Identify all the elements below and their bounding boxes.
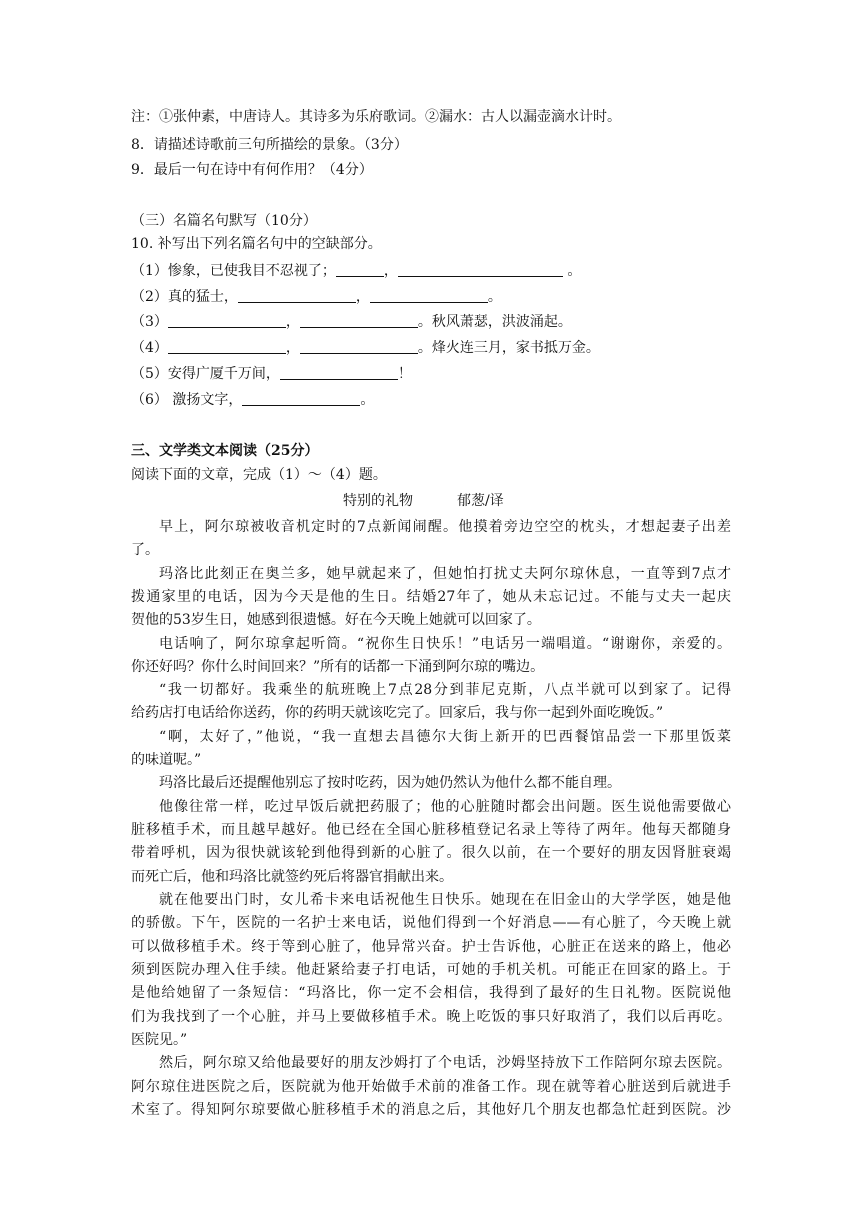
comma: ， <box>355 289 370 305</box>
period: 。 <box>487 289 502 305</box>
paragraph-line: 玛洛比最后还提醒他别忘了按时吃药，因为她仍然认为他什么都不能自理。 <box>159 775 621 791</box>
fill-item-3-tail: 。秋风萧瑟，洪波涌起。 <box>417 314 572 330</box>
paragraph-line: “我一切都好。我乘坐的航班晚上7点28分到菲尼克斯，八点半就可以到家了。记得 <box>159 682 731 698</box>
blank-field[interactable] <box>168 313 286 328</box>
blank-field[interactable] <box>398 262 563 277</box>
blank-field[interactable] <box>242 391 360 406</box>
poem-notes: 注：①张仲素，中唐诗人。其诗多为乐府歌词。②漏水：古人以漏壶滴水计时。 <box>131 109 621 125</box>
question-8: 8．请描述诗歌前三句所描绘的景象。（3分） <box>131 137 408 153</box>
paragraph-line: 们为我找到了一个心脏，并马上要做移植手术。晚上吃饭的事只好取消了，我们以后再吃。 <box>131 1009 731 1025</box>
blank-field[interactable] <box>336 262 384 277</box>
paragraph-line: 而死亡后，他和玛洛比就签约死后将器官捐献出来。 <box>131 869 453 885</box>
comma: ， <box>285 314 300 330</box>
period: 。 <box>562 263 582 279</box>
fill-item-5 <box>131 364 412 384</box>
paragraph-line: 阿尔琼住进医院之后，医院就为他开始做手术前的准备工作。现在就等着心脏送到后就进手 <box>131 1079 731 1095</box>
paragraph-line: 医院见。” <box>131 1032 188 1048</box>
exclamation: ！ <box>397 366 412 382</box>
fill-item-3-text: （3） <box>131 314 168 330</box>
section-heading-literary-reading: 三、文学类文本阅读（25分） <box>131 443 319 459</box>
paragraph-line: 给药店打电话给你送药，你的药明天就该吃完了。回家后，我与你一起到外面吃晚饭。” <box>131 705 664 721</box>
paragraph-line: 然后，阿尔琼又给他最要好的朋友沙姆打了个电话，沙姆坚持放下工作陪阿尔琼去医院。 <box>159 1055 731 1071</box>
period: 。 <box>360 392 375 408</box>
paragraph-line: 就在他要出门时，女儿希卡来电话祝他生日快乐。她现在在旧金山的大学学医，她是他 <box>159 892 731 908</box>
article-heading <box>343 491 504 511</box>
question-10: 10. 补写出下列名篇名句中的空缺部分。 <box>131 236 382 252</box>
question-9: 9．最后一句在诗中有何作用？（4分） <box>131 162 373 178</box>
paragraph-line: 须到医院办理入住手续。他赶紧给妻子打电话，可她的手机关机。可能正在回家的路上。于 <box>131 962 731 978</box>
fill-item-1-text: （1）惨象，已使我目不忍视了； <box>131 263 336 279</box>
paragraph-line: 的味道呢。” <box>131 752 202 768</box>
blank-field[interactable] <box>300 313 418 328</box>
blank-field[interactable] <box>168 339 286 354</box>
paragraph-line: 玛洛比此刻正在奥兰多，她早就起来了，但她怕打扰丈夫阿尔琼休息，一直等到7点才 <box>159 566 731 582</box>
fill-item-6-text: （6） 激扬文字， <box>131 392 243 408</box>
fill-item-2-text: （2）真的猛士， <box>131 289 238 305</box>
paragraph-line: 是他给她留了一条短信：“玛洛比，你一定不会相信，我得到了最好的生日礼物。医院说他 <box>131 985 731 1001</box>
fill-item-5-text: （5）安得广厦千万间， <box>131 366 280 382</box>
paragraph-line: 带着呼机，因为很快就该轮到他得到新的心脏了。很久以前，在一个要好的朋友因肾脏衰竭 <box>131 845 731 861</box>
fill-item-4-text: （4） <box>131 340 168 356</box>
blank-field[interactable] <box>280 365 398 380</box>
paragraph-line: 脏移植手术，而且越早越好。他已经在全国心脏移植登记名录上等待了两年。他每天都随身 <box>131 822 731 838</box>
fill-item-1 <box>131 261 581 281</box>
fill-item-4 <box>131 338 600 358</box>
paragraph-line: 早上，阿尔琼被收音机定时的7点新闻闹醒。他摸着旁边空空的枕头，才想起妻子出差 <box>159 519 731 535</box>
fill-item-2 <box>131 287 502 307</box>
article-author: 郁葱/译 <box>457 493 504 509</box>
comma: ， <box>285 340 300 356</box>
paragraph-line: 贺他的53岁生日，她感到很遗憾。好在今天晚上她就可以回家了。 <box>131 612 541 628</box>
paragraph-line: 可以做移植手术。终于等到心脏了，他异常兴奋。护士告诉他，心脏正在送来的路上，他必 <box>131 939 731 955</box>
blank-field[interactable] <box>300 339 418 354</box>
paragraph-line: 了。 <box>131 542 159 558</box>
fill-item-4-tail: 。烽火连三月，家书抵万金。 <box>417 340 600 356</box>
fill-item-6 <box>131 390 374 410</box>
paragraph-line: 拨通家里的电话，因为今天是他的生日。结婚27年了，她从未忘记过。不能与丈夫一起庆 <box>131 589 731 605</box>
article-title: 特别的礼物 <box>343 493 413 509</box>
comma: ， <box>383 263 398 279</box>
section-heading-dictation: （三）名篇名句默写（10分） <box>131 213 317 229</box>
paragraph-line: 术室了。得知阿尔琼要做心脏移植手术的消息之后，其他好几个朋友也都急忙赶到医院。沙 <box>131 1102 731 1118</box>
blank-field[interactable] <box>238 288 356 303</box>
paragraph-line: 你还好吗？你什么时间回来？”所有的话都一下涌到阿尔琼的嘴边。 <box>131 659 545 675</box>
paragraph-line: 的骄傲。下午，医院的一名护士来电话，说他们得到一个好消息——有心脏了，今天晚上就 <box>131 915 731 931</box>
paragraph-line: 他像往常一样，吃过早饭后就把药服了；他的心脏随时都会出问题。医生说他需要做心 <box>159 799 731 815</box>
blank-field[interactable] <box>370 288 488 303</box>
paragraph-line: “啊，太好了，”他说，“我一直想去昌德尔大街上新开的巴西餐馆品尝一下那里饭菜 <box>159 729 731 745</box>
paragraph-line: 电话响了，阿尔琼拿起听筒。“祝你生日快乐！”电话另一端唱道。“谢谢你，亲爱的。 <box>159 636 731 652</box>
reading-instruction: 阅读下面的文章，完成（1）～（4）题。 <box>131 467 387 483</box>
fill-item-3 <box>131 312 572 332</box>
